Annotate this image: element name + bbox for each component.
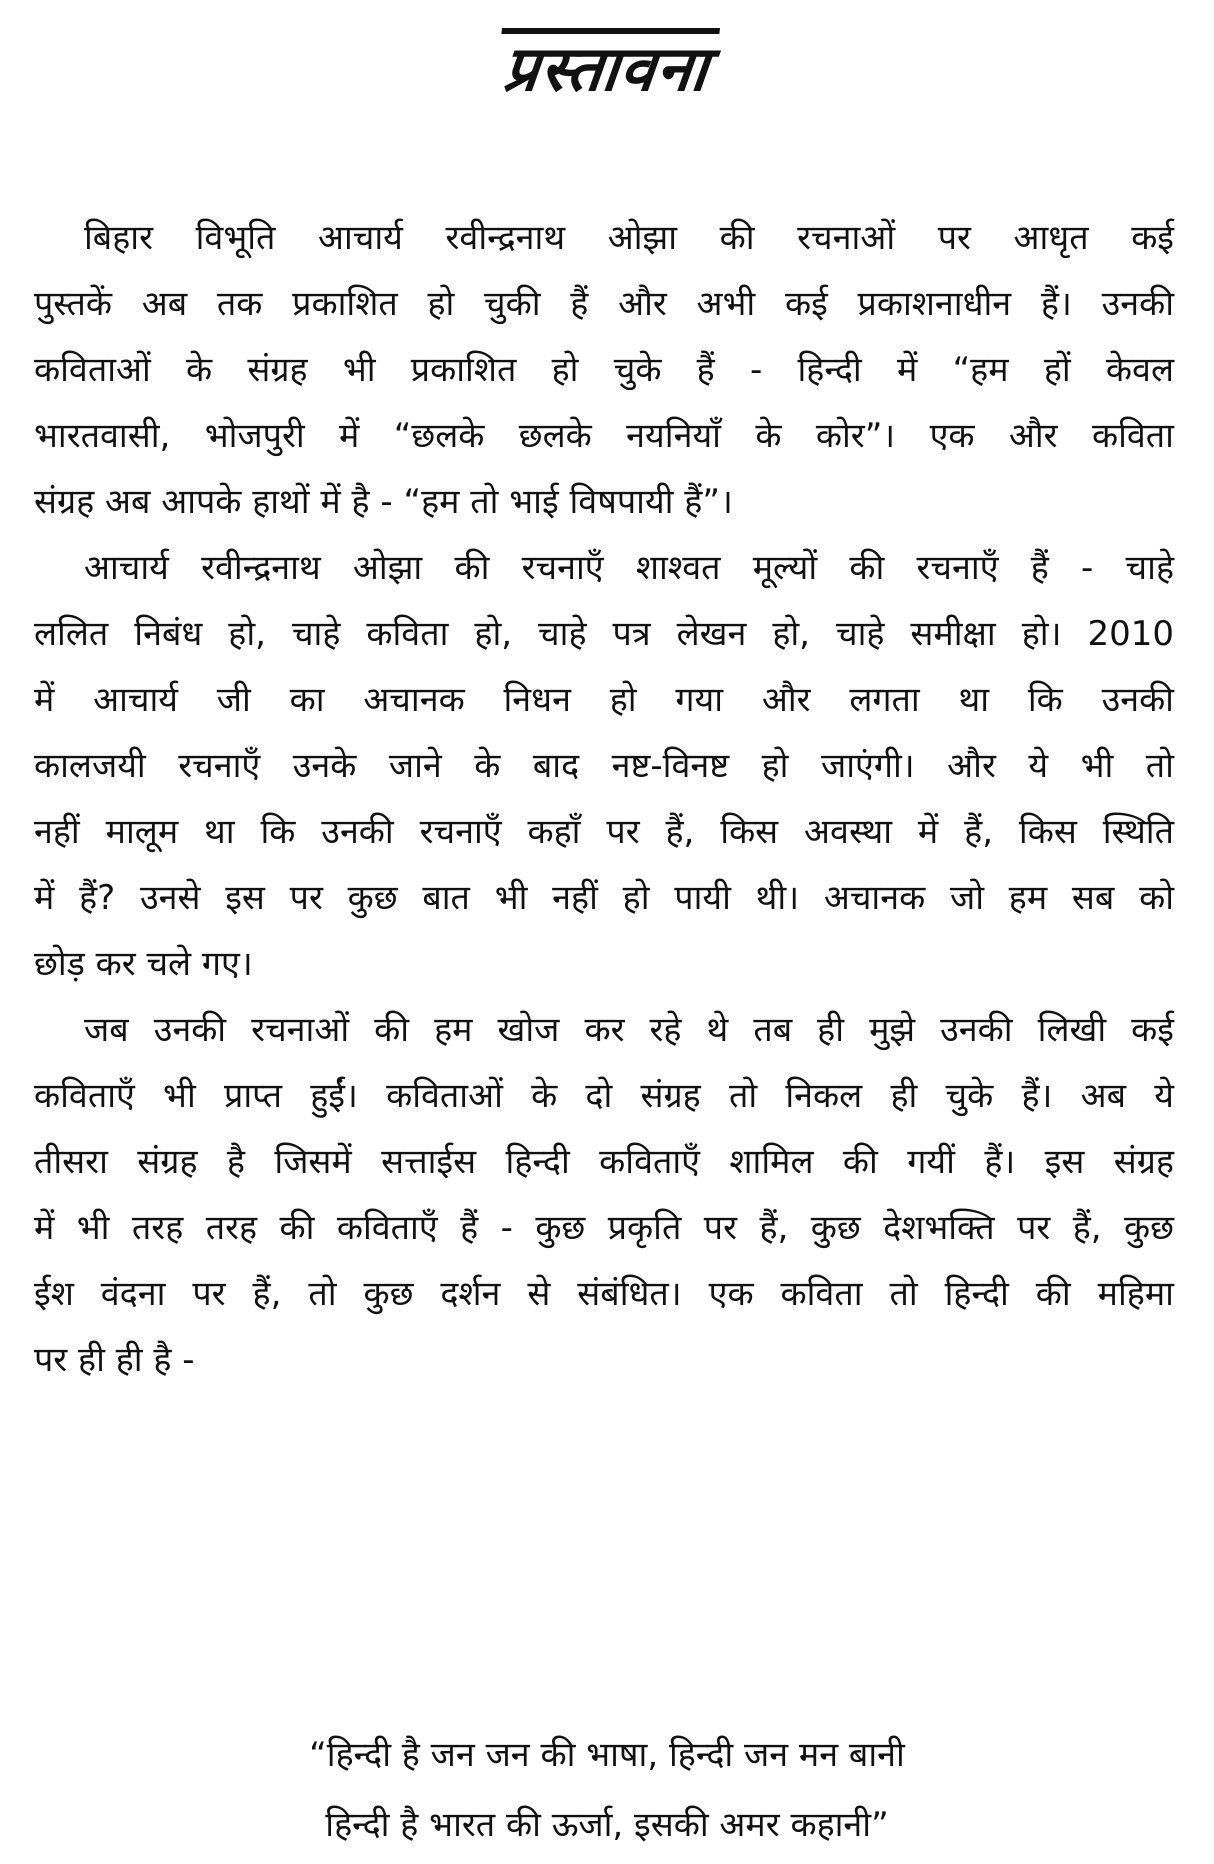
text-line: जब उनकी रचनाओं की हम खोज कर रहे थे तब ही मुझे उनकी लिखी कई: [84, 1010, 1174, 1050]
text-line: छोड़ कर चले गए।: [34, 944, 253, 984]
verse-line: “हिन्दी है जन जन की भाषा, हिन्दी जन मन बानी: [309, 1735, 905, 1775]
text-line: में आचार्य जी का अचानक निधन हो गया और लगता था कि उनकी: [34, 680, 1174, 720]
verse-quote: [0, 1720, 1214, 1860]
text-line: बिहार विभूति आचार्य रवीन्द्रनाथ ओझा की रचनाओं पर आधृत कई: [84, 218, 1174, 258]
text-line: कविताएँ भी प्राप्त हुईं। कविताओं के दो संग्रह तो निकल ही चुके हैं। अब ये: [34, 1076, 1174, 1116]
title-block: [0, 28, 1214, 104]
text-line: ईश वंदना पर हैं, तो कुछ दर्शन से संबंधित। एक कविता तो हिन्दी की महिमा: [34, 1274, 1174, 1314]
text-line: भारतवासी, भोजपुरी में “छलके छलके नयनियाँ के कोर”। एक और कविता: [34, 416, 1174, 456]
text-line: आचार्य रवीन्द्रनाथ ओझा की रचनाएँ शाश्वत मूल्यों की रचनाएँ हैं - चाहे: [84, 548, 1174, 588]
page-title: प्रस्तावना: [494, 28, 720, 104]
verse-line: हिन्दी है भारत की ऊर्जा, इसकी अमर कहानी”: [325, 1805, 889, 1845]
text-line: कालजयी रचनाएँ उनके जाने के बाद नष्ट-विनष्ट हो जाएंगी। और ये भी तो: [34, 746, 1174, 786]
text-line: में भी तरह तरह की कविताएँ हैं - कुछ प्रकृति पर हैं, कुछ देशभक्ति पर हैं, कुछ: [34, 1208, 1174, 1248]
text-line: संग्रह अब आपके हाथों में है - “हम तो भाई विषपायी हैं”।: [34, 482, 733, 522]
text-line: में हैं? उनसे इस पर कुछ बात भी नहीं हो पायी थी। अचानक जो हम सब को: [34, 878, 1174, 918]
text-line: तीसरा संग्रह है जिसमें सत्ताईस हिन्दी कविताएँ शामिल की गयीं हैं। इस संग्रह: [34, 1142, 1174, 1182]
paragraph-3: [34, 997, 1174, 1393]
text-line: कविताओं के संग्रह भी प्रकाशित हो चुके हैं - हिन्दी में “हम हों केवल: [34, 350, 1174, 390]
text-line: नहीं मालूम था कि उनकी रचनाएँ कहाँ पर हैं, किस अवस्था में हैं, किस स्थिति: [34, 812, 1174, 852]
text-line: पुस्तकें अब तक प्रकाशित हो चुकी हैं और अभी कई प्रकाशनाधीन हैं। उनकी: [34, 284, 1174, 324]
text-line: पर ही ही है -: [34, 1340, 195, 1380]
body-text: [34, 205, 1174, 1393]
paragraph-1: [34, 205, 1174, 535]
text-line: ललित निबंध हो, चाहे कविता हो, चाहे पत्र लेखन हो, चाहे समीक्षा हो। 2010: [34, 614, 1174, 654]
paragraph-2: [34, 535, 1174, 997]
